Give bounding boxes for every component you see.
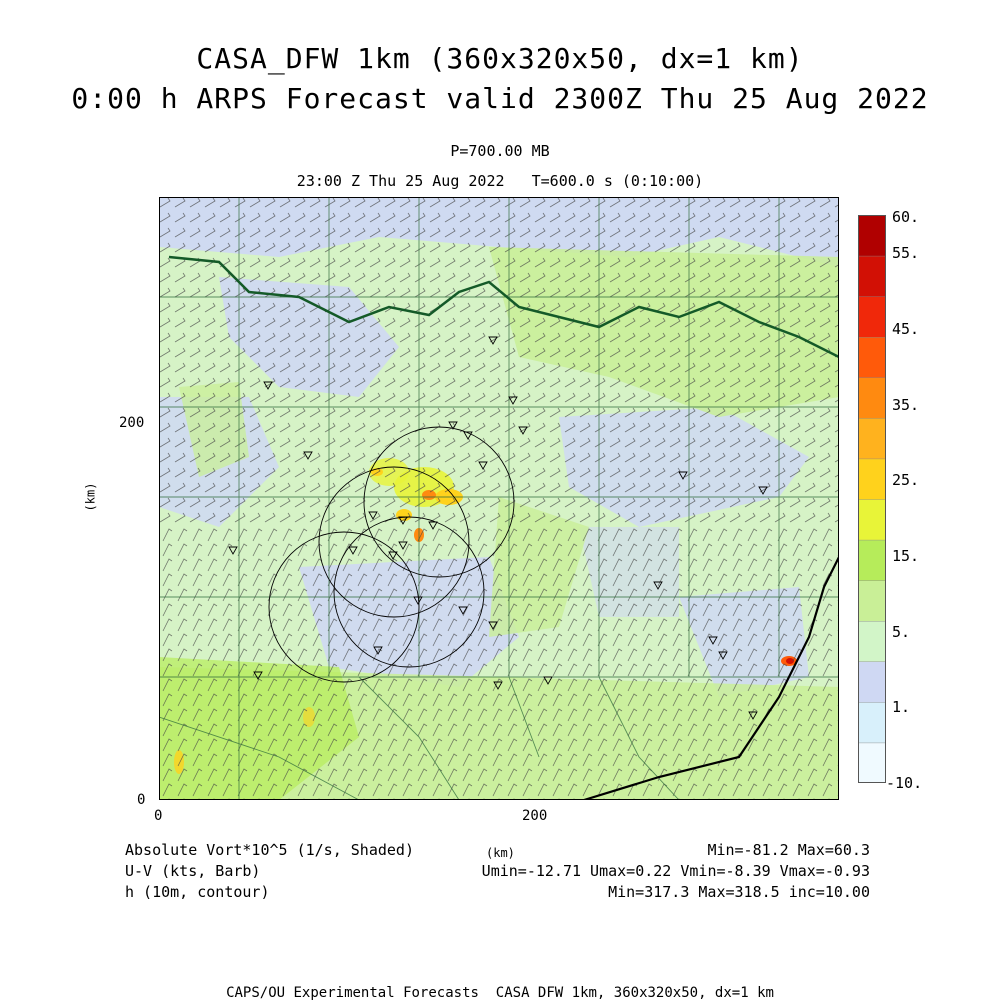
colorbar-label-1: 1. <box>892 698 911 716</box>
colorbar-label-neg10: -10. <box>886 774 923 792</box>
pressure-level: P=700.00 MB <box>450 142 550 160</box>
colorbar-cell <box>858 540 886 581</box>
colorbar-label-5: 5. <box>892 623 911 641</box>
colorbar-cell <box>858 377 886 418</box>
y-tick-0: 0 <box>137 792 146 808</box>
colorbar-cell <box>858 499 886 540</box>
colorbar-cell <box>858 621 886 662</box>
legend-field-wind: U-V (kts, Barb) <box>125 862 261 880</box>
wind-barbs-south <box>159 527 839 800</box>
colorbar-label-25: 25. <box>892 471 920 489</box>
colorbar-cell <box>858 337 886 378</box>
x-axis-unit: (km) <box>486 846 515 860</box>
colorbar-cell <box>858 418 886 459</box>
colorbar-cell <box>858 702 886 743</box>
y-tick-200: 200 <box>119 415 145 431</box>
colorbar-cell <box>858 580 886 621</box>
colorbar-cell <box>858 215 886 256</box>
footer-credit: CAPS/OU Experimental Forecasts CASA DFW 1km, 360x320x50, dx=1 km <box>226 985 774 1001</box>
colorbar-cell <box>858 256 886 297</box>
wind-barbs-north <box>159 197 839 527</box>
colorbar-label-55: 55. <box>892 244 920 262</box>
colorbar <box>858 215 886 783</box>
colorbar-label-35: 35. <box>892 396 920 414</box>
colorbar-label-45: 45. <box>892 320 920 338</box>
colorbar-label-60: 60. <box>892 208 920 226</box>
legend-stats-vorticity: Min=-81.2 Max=60.3 <box>707 841 870 859</box>
colorbar-cell <box>858 458 886 499</box>
map-fields <box>159 197 839 800</box>
legend-field-vorticity: Absolute Vort*10^5 (1/s, Shaded) <box>125 841 414 859</box>
x-tick-0: 0 <box>154 808 163 824</box>
legend-stats-height: Min=317.3 Max=318.5 inc=10.00 <box>608 883 870 901</box>
legend-field-height: h (10m, contour) <box>125 883 270 901</box>
colorbar-cell <box>858 742 886 783</box>
forecast-map <box>159 197 839 800</box>
colorbar-cell <box>858 296 886 337</box>
title-line-2: 0:00 h ARPS Forecast valid 2300Z Thu 25 Aug 2022 <box>71 82 929 115</box>
legend-stats-wind: Umin=-12.71 Umax=0.22 Vmin=-8.39 Vmax=-0.93 <box>481 862 870 880</box>
valid-time: 23:00 Z Thu 25 Aug 2022 T=600.0 s (0:10:00) <box>296 172 704 190</box>
x-tick-200: 200 <box>522 808 548 824</box>
colorbar-label-15: 15. <box>892 547 920 565</box>
title-line-1: CASA_DFW 1km (360x320x50, dx=1 km) <box>196 42 804 75</box>
y-axis-unit: (km) <box>83 482 98 512</box>
colorbar-cell <box>858 661 886 702</box>
